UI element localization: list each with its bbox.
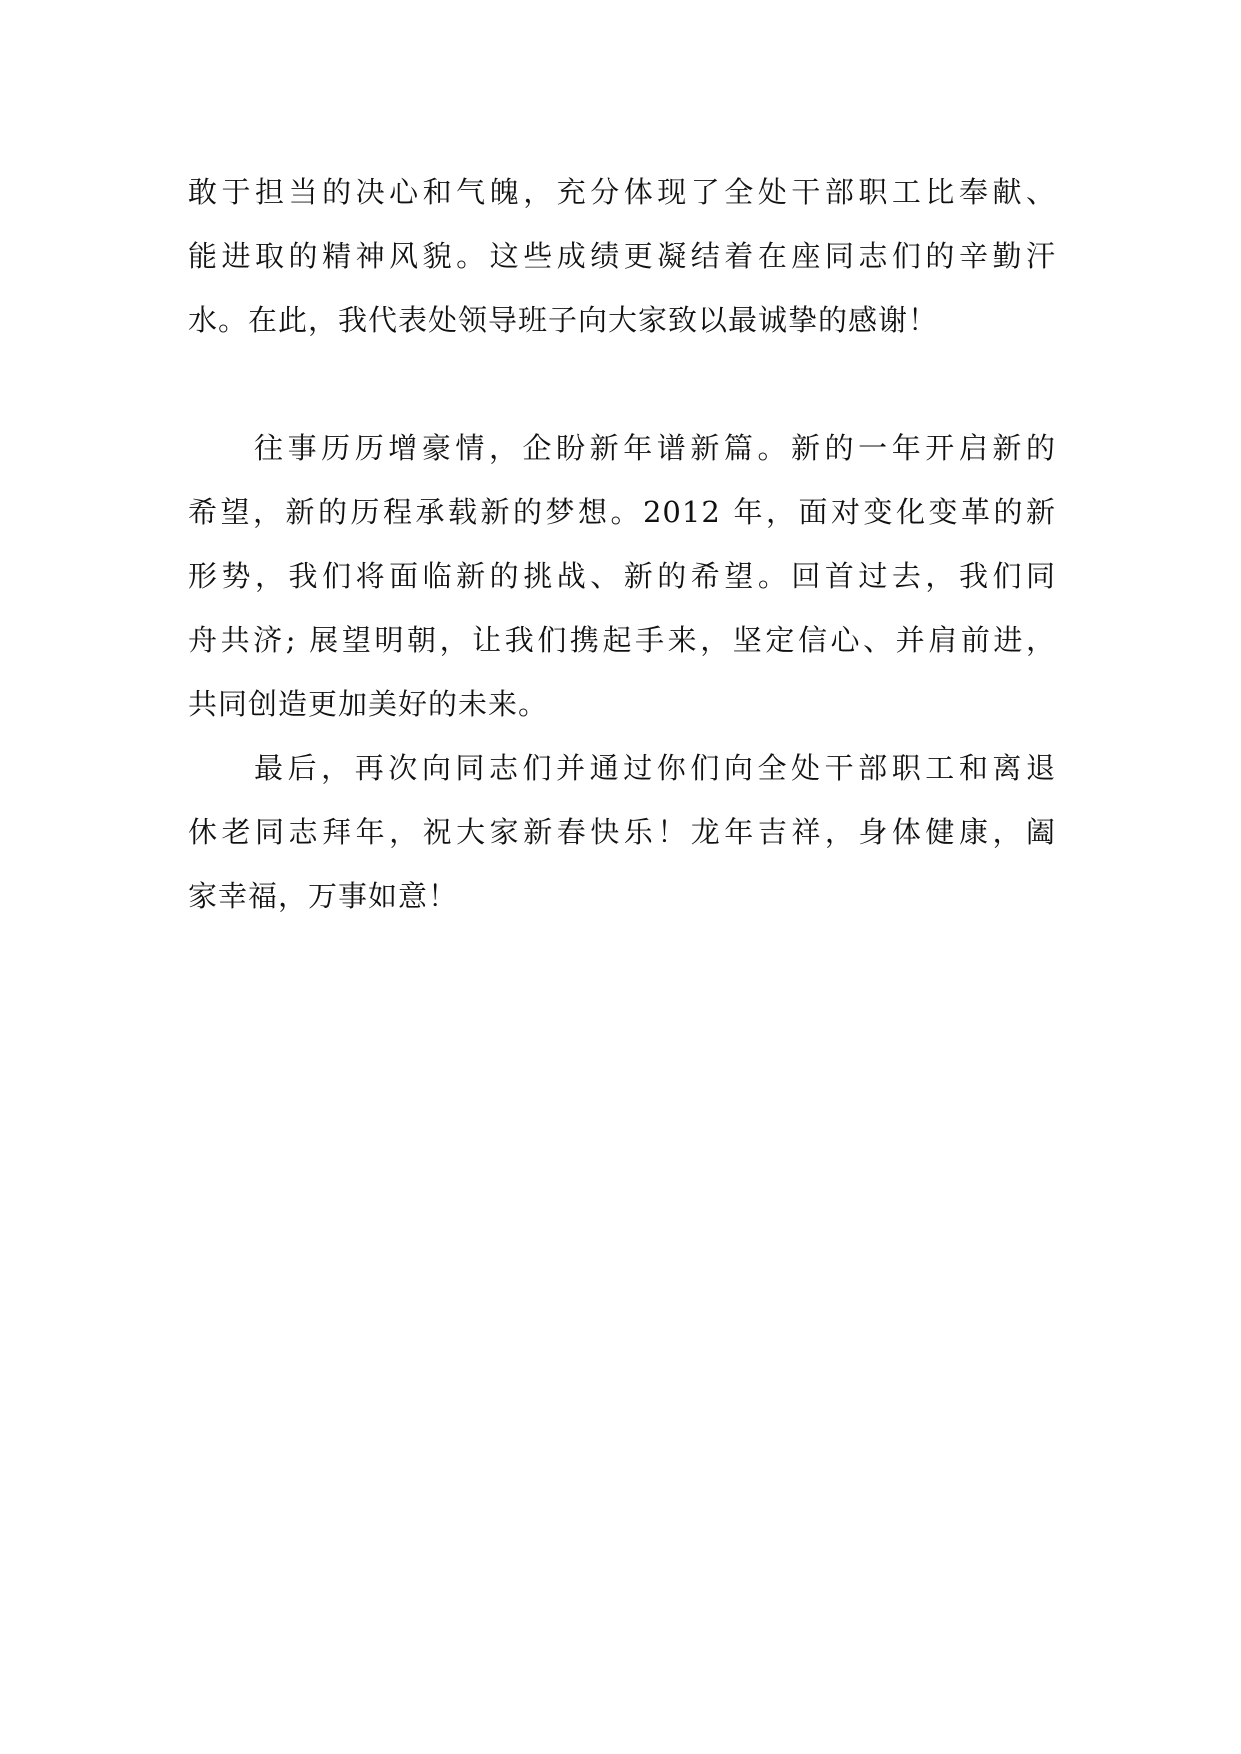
paragraph-line: 共同创造更加美好的未来。 [188,687,549,721]
paragraph-3 [188,736,1056,928]
paragraph-line: 休老同志拜年，祝大家新春快乐！龙年吉祥，身体健康，阖 [188,815,1056,849]
paragraph-line: 水。在此，我代表处领导班子向大家致以最诚挚的感谢！ [188,303,939,337]
paragraph-line: 敢于担当的决心和气魄，充分体现了全处干部职工比奉献、 [188,175,1056,209]
paragraph-2 [188,416,1056,736]
paragraph-line: 能进取的精神风貌。这些成绩更凝结着在座同志们的辛勤汗 [188,239,1056,273]
paragraph-line: 家幸福，万事如意！ [188,879,459,913]
document-body [188,160,1056,928]
paragraph-1 [188,160,1056,352]
paragraph-line: 希望，新的历程承载新的梦想。2012 年，面对变化变革的新 [188,495,1056,529]
paragraph-line: 最后，再次向同志们并通过你们向全处干部职工和离退 [254,751,1056,785]
paragraph-line: 往事历历增豪情，企盼新年谱新篇。新的一年开启新的 [254,431,1056,465]
paragraph-line: 舟共济; 展望明朝，让我们携起手来，坚定信心、并肩前进， [188,623,1056,657]
paragraph-line: 形势，我们将面临新的挑战、新的希望。回首过去，我们同 [188,559,1056,593]
paragraph-spacer [188,352,1056,416]
